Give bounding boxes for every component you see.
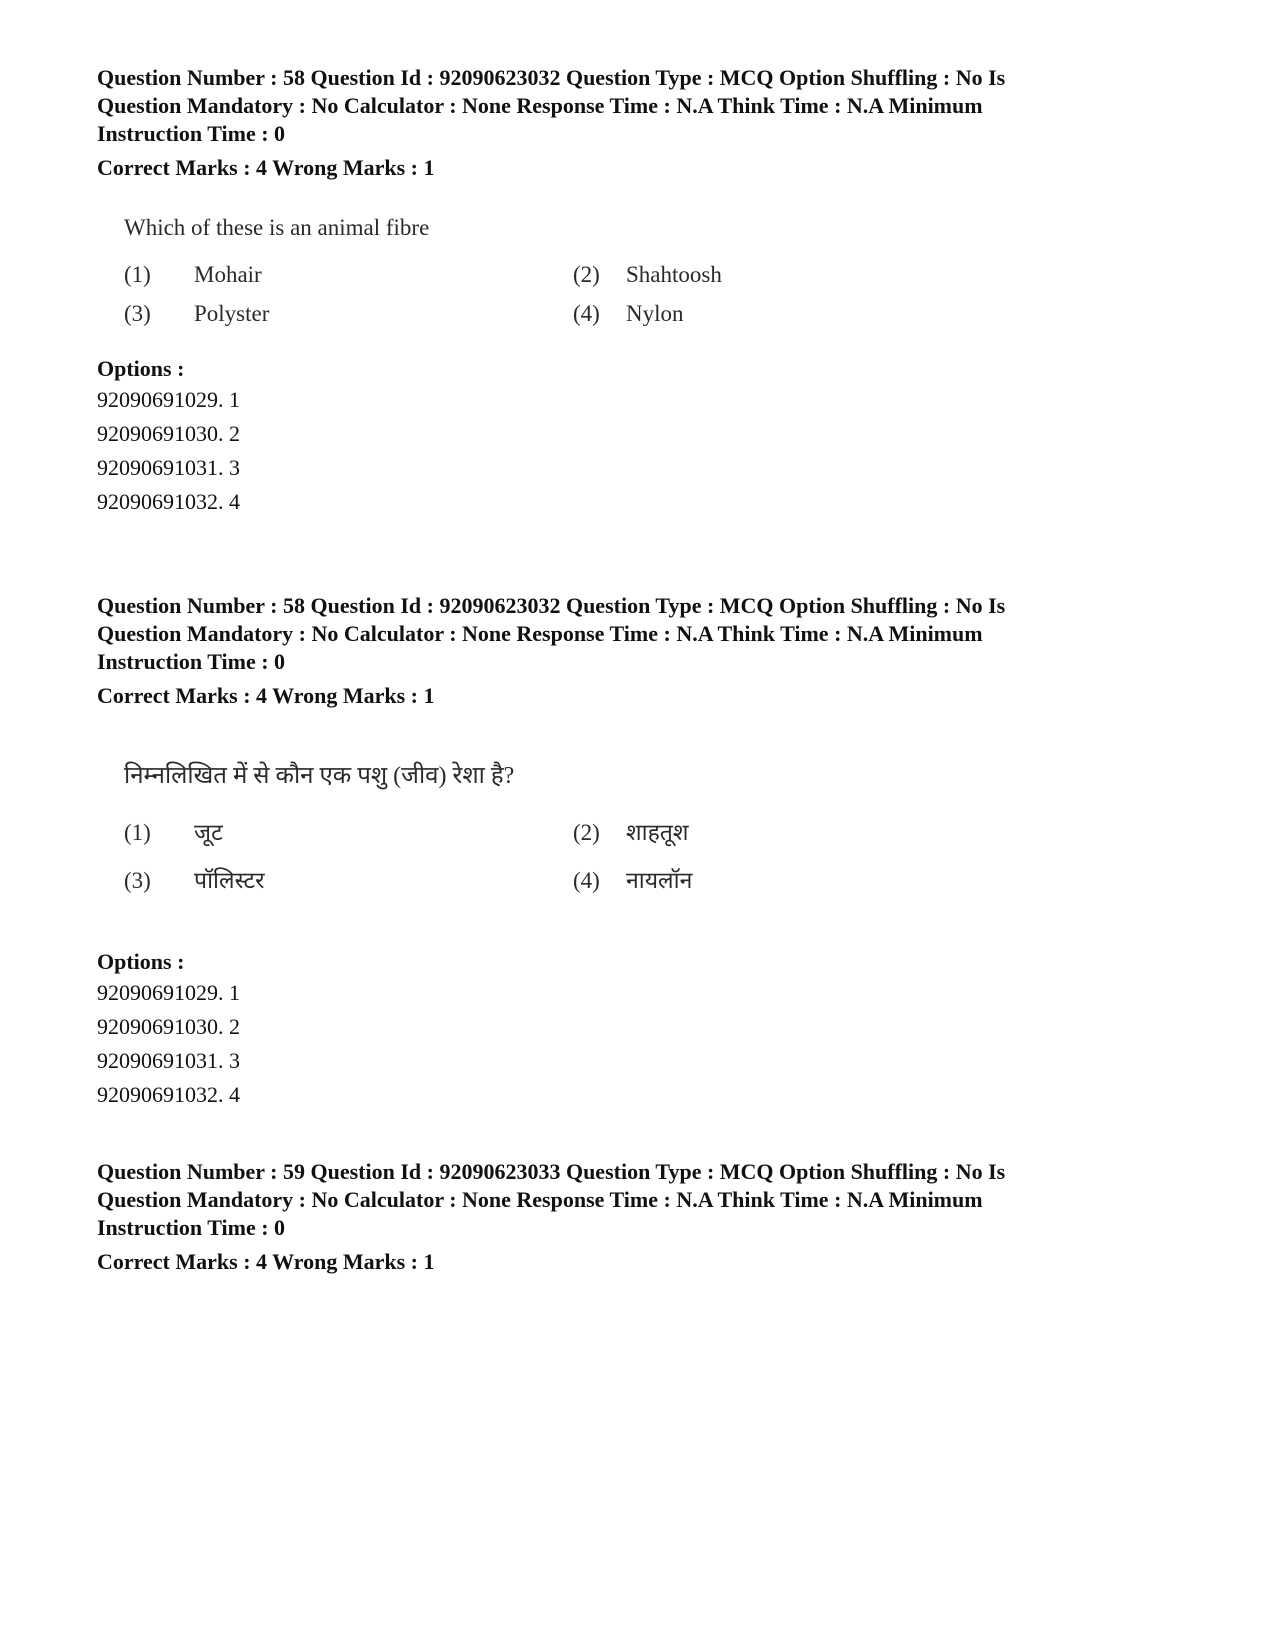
choice-text: Polyster (194, 301, 270, 326)
question-text: निम्नलिखित में से कौन एक पशु (जीव) रेशा है? (124, 763, 515, 789)
option-line: 92090691031. 3 (97, 455, 240, 480)
option-line: 92090691031. 3 (97, 1048, 240, 1073)
question-meta-line: Instruction Time : 0 (97, 1215, 286, 1240)
option-line: 92090691030. 2 (97, 1014, 240, 1039)
question-meta-line: Question Number : 59 Question Id : 92090623033 Question Type : MCQ Option Shuffling : No Is (97, 1159, 1006, 1184)
choice-number: (3) (124, 868, 151, 893)
marks-line: Correct Marks : 4 Wrong Marks : 1 (97, 155, 435, 180)
choice-number: (1) (124, 262, 151, 287)
choice-number: (4) (573, 301, 600, 326)
choice-number: (1) (124, 820, 151, 845)
question-block (97, 1158, 1157, 1276)
option-line: 92090691030. 2 (97, 421, 240, 446)
choice-item (573, 863, 692, 895)
question-meta-line: Question Mandatory : No Calculator : None Response Time : N.A Think Time : N.A Minimum (97, 1187, 983, 1212)
choice-number: (3) (124, 301, 151, 326)
question-block (97, 592, 1157, 1112)
option-line: 92090691029. 1 (97, 387, 240, 412)
option-line: 92090691029. 1 (97, 980, 240, 1005)
choice-number: (4) (573, 868, 600, 893)
choice-text: Shahtoosh (626, 262, 722, 287)
choice-item (573, 262, 722, 288)
question-meta-line: Question Mandatory : No Calculator : None Response Time : N.A Think Time : N.A Minimum (97, 621, 983, 646)
question-meta-line: Question Mandatory : No Calculator : None Response Time : N.A Think Time : N.A Minimum (97, 93, 983, 118)
question-content (97, 215, 1157, 355)
choice-text: Nylon (626, 301, 684, 326)
choice-text: Mohair (194, 262, 262, 287)
choice-item (124, 301, 269, 327)
choice-item (124, 262, 262, 288)
choice-text: जूट (194, 820, 223, 845)
choice-number: (2) (573, 820, 600, 845)
choice-text: पॉलिस्टर (194, 868, 265, 893)
choice-text: शाहतूश (626, 820, 689, 845)
question-meta-line: Instruction Time : 0 (97, 121, 286, 146)
options-heading: Options : (97, 949, 185, 974)
option-line: 92090691032. 4 (97, 489, 240, 514)
question-meta-line: Instruction Time : 0 (97, 649, 286, 674)
option-line: 92090691032. 4 (97, 1082, 240, 1107)
choice-item (124, 863, 265, 895)
choice-item (124, 815, 223, 847)
choice-item (573, 815, 689, 847)
question-meta-line: Question Number : 58 Question Id : 92090623032 Question Type : MCQ Option Shuffling : No Is (97, 593, 1006, 618)
marks-line: Correct Marks : 4 Wrong Marks : 1 (97, 683, 435, 708)
choice-text: नायलॉन (626, 868, 693, 893)
question-content (97, 758, 1157, 948)
question-text: Which of these is an animal fibre (124, 215, 430, 240)
question-block (97, 64, 1157, 519)
marks-line: Correct Marks : 4 Wrong Marks : 1 (97, 1249, 435, 1274)
options-heading: Options : (97, 356, 185, 381)
choice-item (573, 301, 684, 327)
choice-number: (2) (573, 262, 600, 287)
question-meta-line: Question Number : 58 Question Id : 92090623032 Question Type : MCQ Option Shuffling : No Is (97, 65, 1006, 90)
